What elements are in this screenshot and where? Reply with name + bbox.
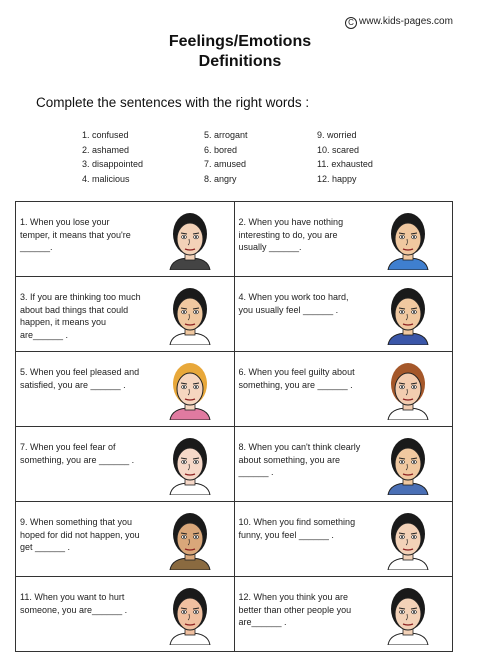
copyright-notice (345, 16, 453, 29)
page-subtitle: Definitions (198, 53, 282, 70)
question-cell (234, 427, 453, 502)
question-cell (234, 577, 453, 652)
question-text: 7. When you feel fear of something, you are ______ . (20, 442, 135, 465)
question-cell (234, 277, 453, 352)
question-text: 5. When you feel pleased and satisfied, you are ______ . (20, 367, 140, 390)
question-cell (16, 202, 235, 277)
question-cell (16, 427, 235, 502)
word-bank-item: 12. happy (317, 173, 357, 184)
word-bank (82, 130, 422, 188)
ashamed-woman-face-icon (380, 356, 436, 420)
word-bank-item: 3. disappointed (82, 159, 144, 169)
question-text: 9. When something that you hoped for did not happen, you get ______ . (20, 517, 140, 552)
question-text: 3. If you are thinking too much about bad things that could happen, it means you are______ . (20, 292, 141, 340)
copyright-icon: C (345, 17, 357, 29)
malicious-boy-face-icon (162, 581, 218, 645)
question-text: 4. When you work too hard, you usually feel ______ . (238, 292, 349, 315)
copyright-text: www.kids-pages.com (359, 16, 453, 27)
question-text: 2. When you have nothing interesting to do, you are usually ______. (238, 217, 344, 252)
question-cell (16, 577, 235, 652)
word-bank-item: 1. confused (82, 130, 129, 140)
word-bank-item: 11. exhausted (317, 159, 373, 169)
question-text: 1. When you lose your temper, it means that you're ______. (20, 217, 131, 252)
scared-woman-face-icon (162, 431, 218, 495)
angry-girl-face-icon (162, 206, 218, 270)
question-text: 12. When you think you are better than other people you are______ . (238, 592, 352, 627)
question-text: 6. When you feel guilty about something, you are ______ . (238, 367, 355, 390)
question-text: 8. When you can't think clearly about something, you are ______ . (238, 442, 361, 477)
question-cell (16, 502, 235, 577)
question-cell (234, 502, 453, 577)
word-bank-item: 2. ashamed (82, 144, 130, 155)
word-bank-item: 5. arrogant (204, 130, 248, 140)
instruction-text: Complete the sentences with the right words : (36, 95, 310, 110)
word-bank-item: 8. angry (204, 173, 237, 184)
question-cell (234, 202, 453, 277)
word-bank-item: 4. malicious (82, 173, 130, 184)
happy-girl-face-icon (380, 506, 436, 570)
question-cell (16, 352, 235, 427)
page-title: Feelings/Emotions (168, 33, 312, 50)
disappointed-boy-face-icon (162, 506, 218, 570)
worried-boy-face-icon (162, 281, 218, 345)
question-cell (234, 352, 453, 427)
word-bank-item: 6. bored (204, 144, 238, 155)
questions-table (15, 201, 453, 652)
amused-blonde-girl-face-icon (162, 356, 218, 420)
exhausted-boy-face-icon (380, 281, 436, 345)
arrogant-boy-face-icon (380, 581, 436, 645)
bored-boy-face-icon (380, 206, 436, 270)
question-text: 10. When you find something funny, you feel ______ . (238, 517, 356, 540)
word-bank-item: 9. worried (317, 130, 357, 140)
word-bank-item: 7. amused (204, 159, 247, 169)
word-bank-item: 10. scared (317, 144, 360, 155)
confused-man-face-icon (380, 431, 436, 495)
question-cell (16, 277, 235, 352)
question-text: 11. When you want to hurt someone, you are______ . (20, 592, 128, 615)
